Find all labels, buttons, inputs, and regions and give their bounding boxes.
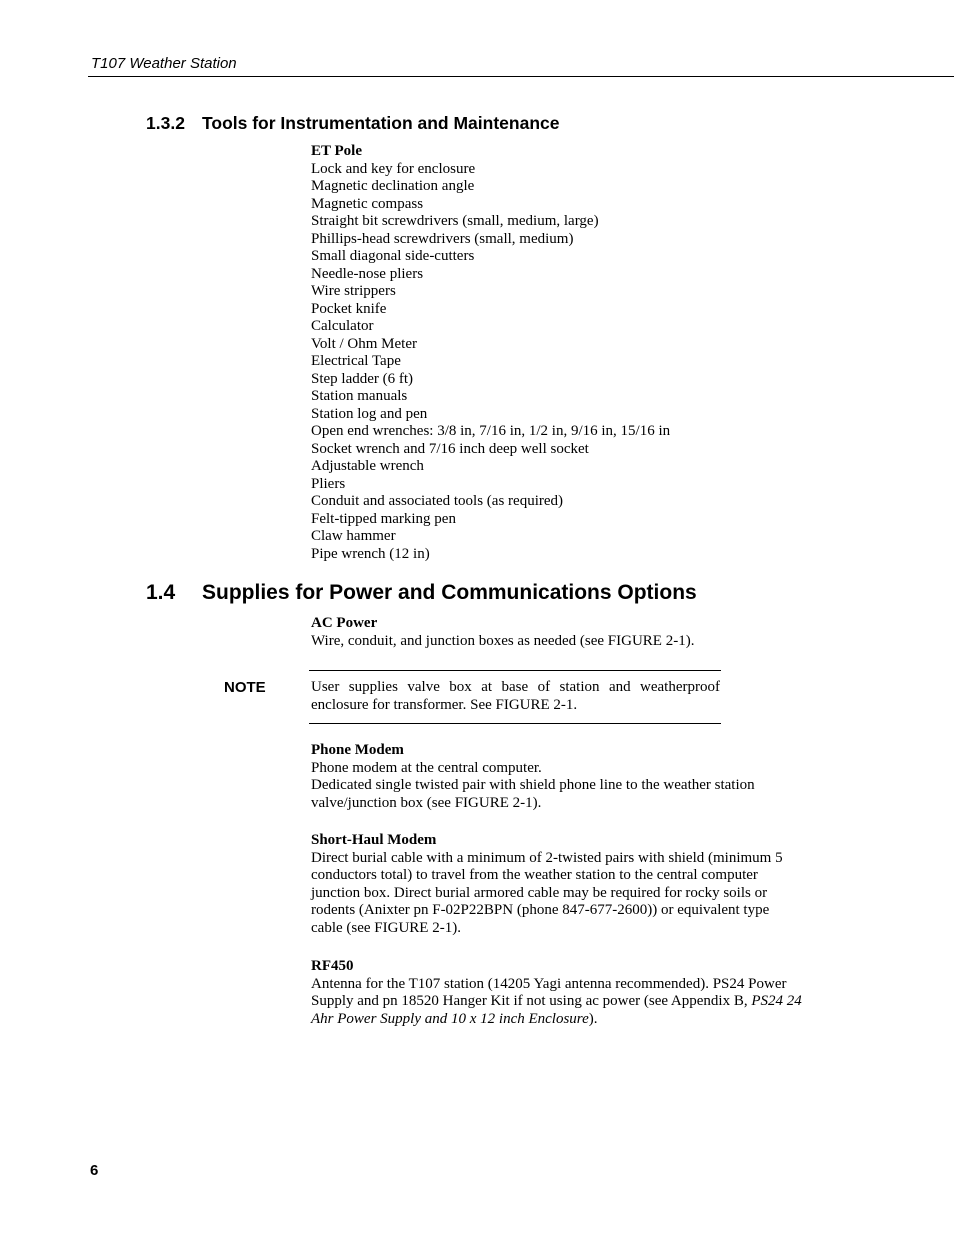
section-number: 1.3.2 [146, 113, 185, 133]
rf450-text-end: ). [588, 1010, 598, 1027]
rf450-title: RF450 [311, 958, 354, 974]
list-item: Socket wrench and 7/16 inch deep well socket [311, 440, 589, 457]
list-item: Magnetic declination angle [311, 178, 475, 194]
ac-power-block [311, 615, 803, 650]
list-item: Open end wrenches: 3/8 in, 7/16 in, 1/2 in, 9/16 in, 15/16 in [311, 423, 671, 439]
header-divider [88, 76, 954, 77]
list-item: Pliers [311, 475, 346, 492]
list-item: Station manuals [311, 388, 408, 404]
phone-modem-title: Phone Modem [311, 742, 404, 758]
list-item: Station log and pen [311, 405, 428, 422]
tools-group-title: ET Pole [311, 143, 362, 159]
section-title: Supplies for Power and Communications Options [202, 581, 697, 604]
short-haul-text: Direct burial cable with a minimum of 2-twisted pairs with shield (minimum 5 conductors total) to travel from the weather station to the central computer junction box. Direct burial armored cable may be required for rocky soils or rodents (Anixter pn F-02P22BPN (phone 847-677-2600)) or equivalent type cable (see FIGURE 2-1). [311, 849, 783, 936]
phone-modem-line1: Phone modem at the central computer. [311, 759, 542, 776]
phone-modem-block [311, 742, 803, 812]
note-label: NOTE [224, 679, 266, 696]
rf450-text-start: Antenna for the T107 station (14205 Yagi antenna recommended). PS24 Power Supply and pn 18520 Hanger Kit if not using ac power (see Appendix B, [311, 975, 787, 1009]
phone-modem-line2: Dedicated single twisted pair with shield phone line to the weather station valve/junction box (see FIGURE 2-1). [311, 777, 755, 811]
note-text: User supplies valve box at base of station and weatherproof enclosure for transformer. See FIGURE 2-1. [311, 679, 720, 713]
ac-power-title: AC Power [311, 615, 378, 631]
list-item: Wire strippers [311, 283, 396, 299]
list-item: Magnetic compass [311, 195, 424, 212]
section-heading-1-3-2 [146, 113, 559, 134]
running-header-title: T107 Weather Station [91, 55, 237, 72]
short-haul-modem-block [311, 832, 803, 937]
note-bottom-rule [309, 723, 721, 724]
section-number: 1.4 [146, 581, 176, 604]
list-item: Needle-nose pliers [311, 265, 424, 282]
list-item: Pocket knife [311, 300, 387, 317]
list-item: Conduit and associated tools (as required) [311, 493, 564, 509]
list-item: Step ladder (6 ft) [311, 370, 414, 387]
list-item: Pipe wrench (12 in) [311, 545, 430, 562]
list-item: Phillips-head screwdrivers (small, medium) [311, 230, 574, 247]
list-item: Volt / Ohm Meter [311, 335, 417, 352]
tools-list [311, 143, 803, 563]
list-item: Electrical Tape [311, 353, 401, 369]
short-haul-title: Short-Haul Modem [311, 832, 437, 848]
list-item: Calculator [311, 318, 374, 334]
list-item: Claw hammer [311, 528, 396, 544]
rf450-text [311, 976, 803, 1029]
list-item: Lock and key for enclosure [311, 160, 476, 177]
page-number: 6 [90, 1162, 99, 1179]
rf450-appendix-link-text: PS24 24 Ahr Power Supply and 10 x 12 inch Enclosure [311, 993, 802, 1027]
list-item: Felt-tipped marking pen [311, 510, 456, 527]
list-item: Adjustable wrench [311, 458, 424, 474]
section-heading-1-4 [146, 581, 697, 605]
ac-power-text: Wire, conduit, and junction boxes as needed (see FIGURE 2-1). [311, 632, 695, 649]
list-item: Small diagonal side-cutters [311, 248, 475, 264]
list-item: Straight bit screwdrivers (small, medium, large) [311, 213, 599, 229]
section-title: Tools for Instrumentation and Maintenance [202, 113, 560, 133]
note-top-rule [309, 670, 721, 671]
rf450-block [311, 958, 803, 1028]
